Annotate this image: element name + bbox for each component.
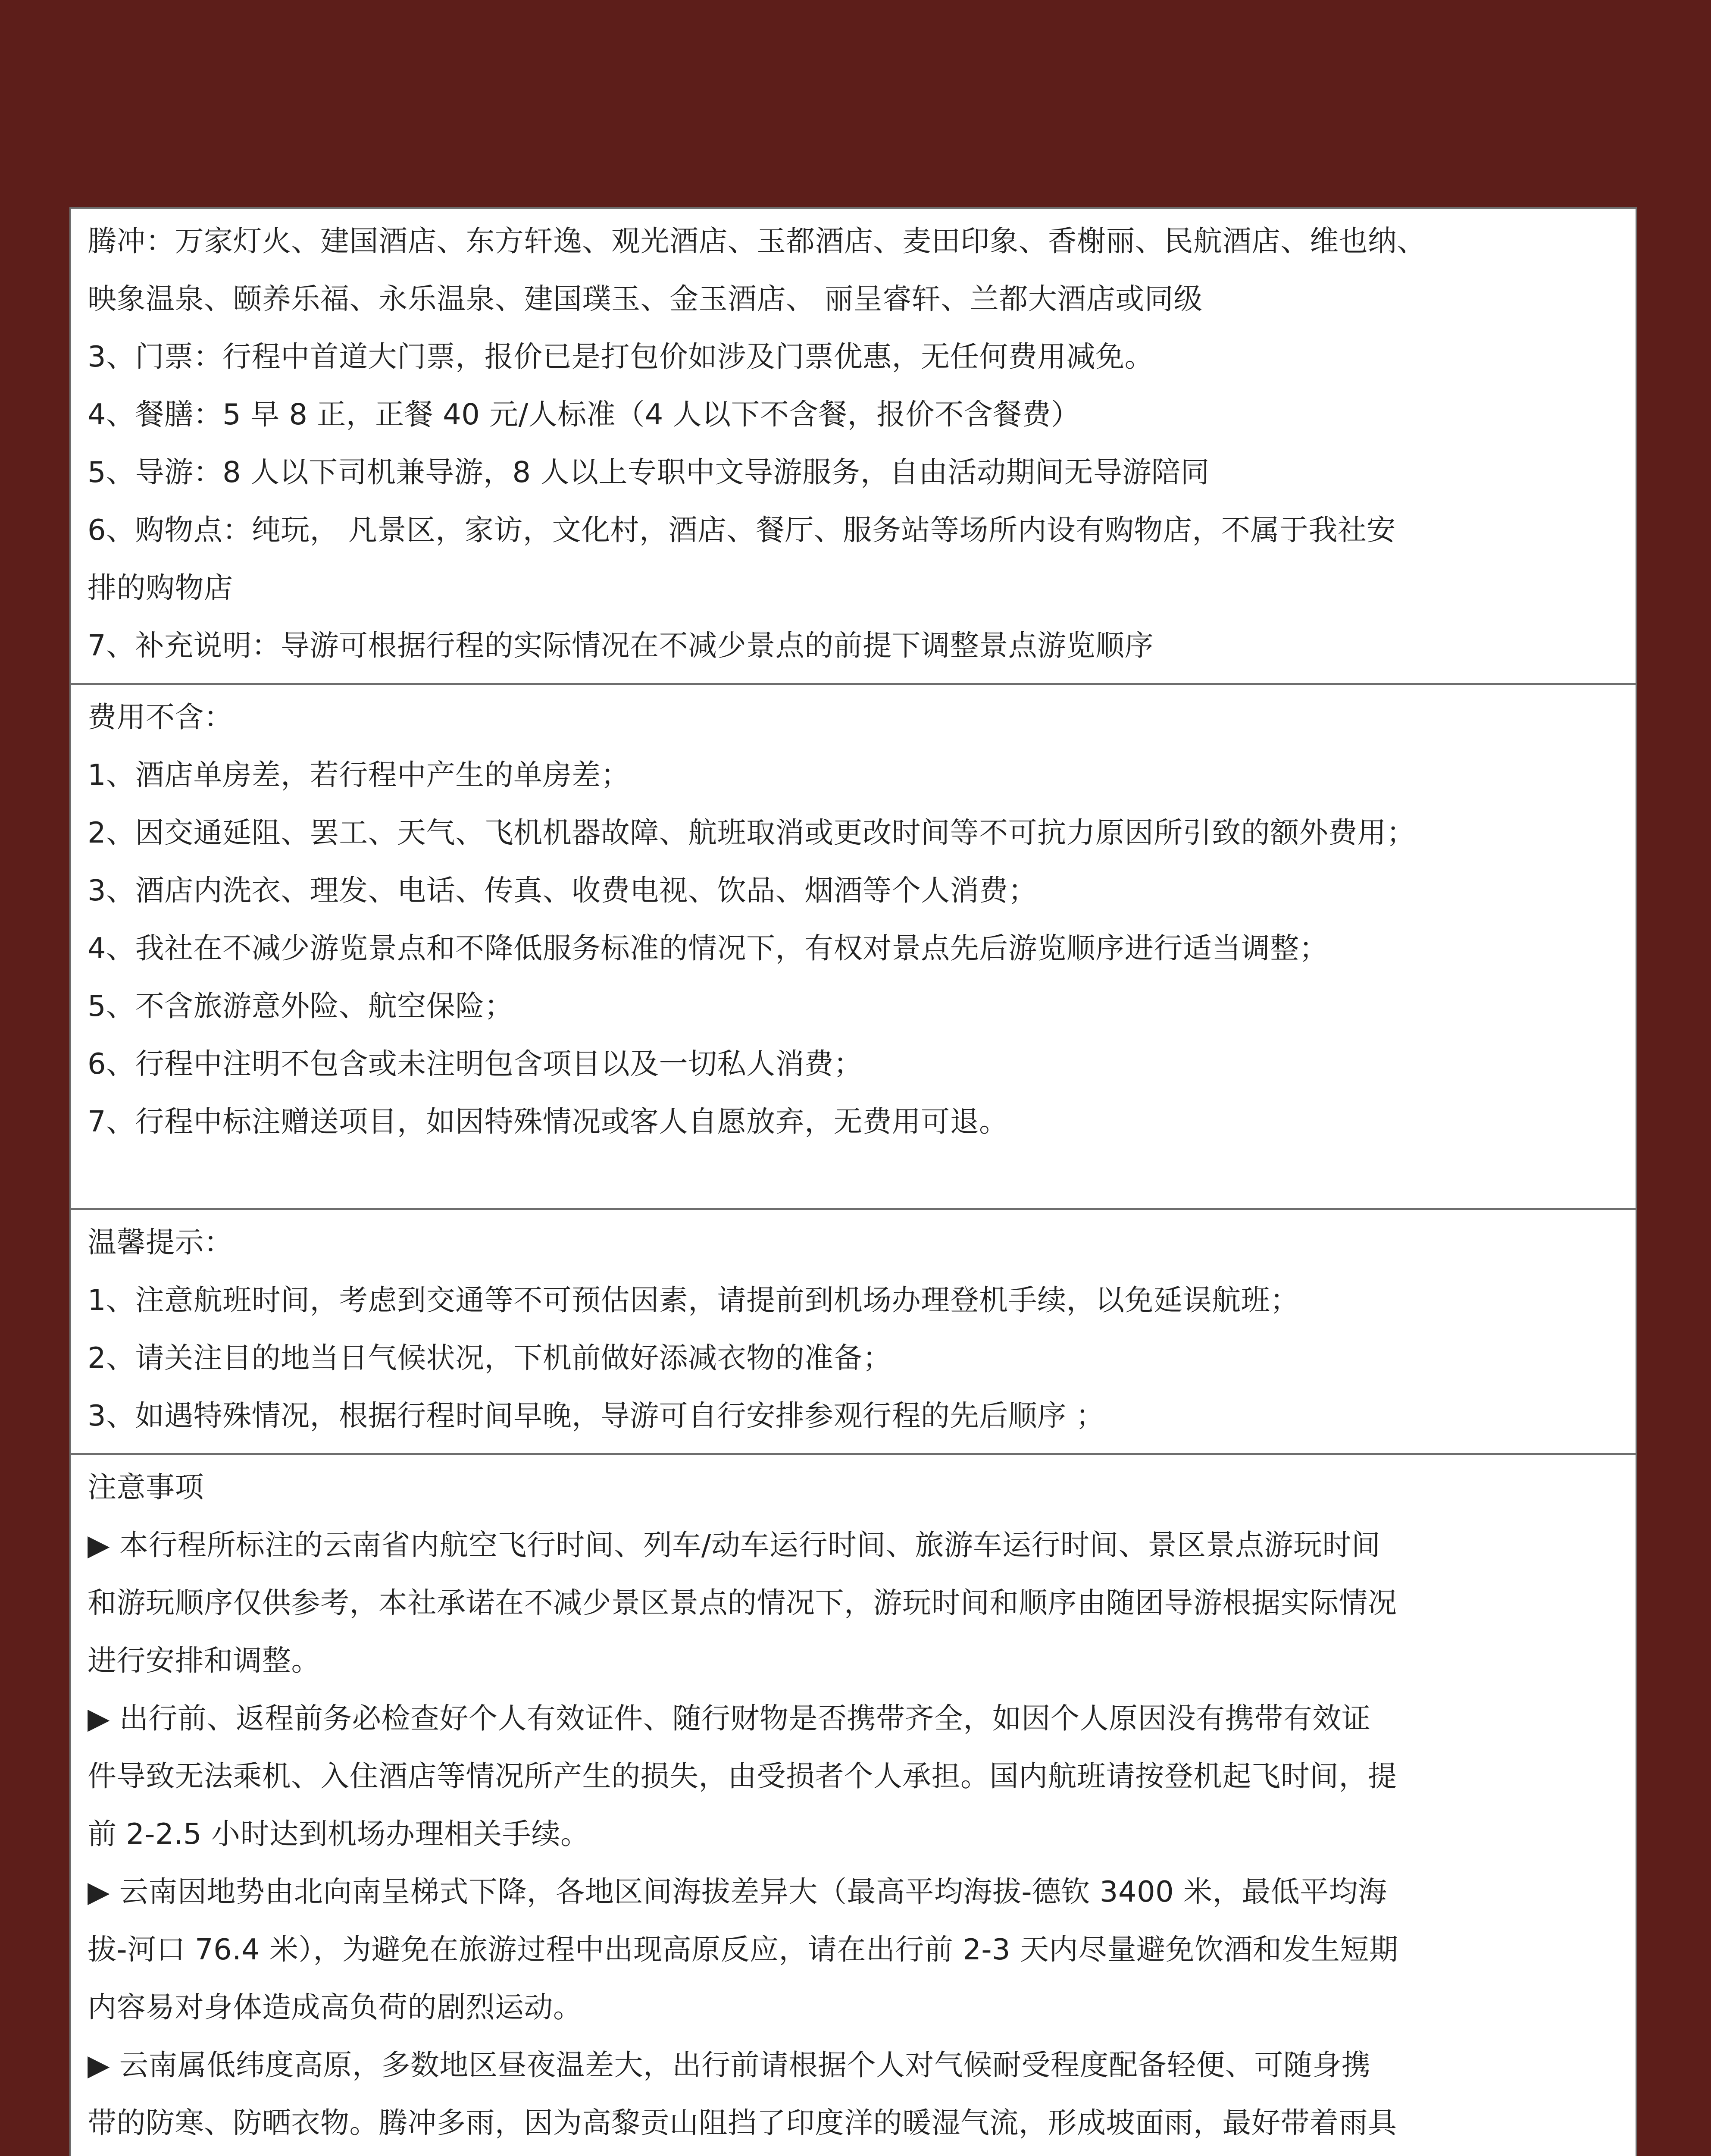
text-line xyxy=(88,2152,1619,2156)
text-line: 腾冲：万家灯火、建国酒店、东方轩逸、观光酒店、玉都酒店、麦田印象、香榭丽、民航酒店、维也纳、 xyxy=(88,224,1426,258)
text-line: 件导致无法乘机、入住酒店等情况所产生的损失，由受损者个人承担。国内航班请按登机起飞时间，提 xyxy=(88,1759,1397,1793)
text-line: 2、因交通延阻、罢工、天气、飞机机器故障、航班取消或更改时间等不可抗力原因所引致的额外费用； xyxy=(88,816,1416,849)
text-line: 7、行程中标注赠送项目，如因特殊情况或客人自愿放弃，无费用可退。 xyxy=(88,1105,1008,1138)
text-line: 3、如遇特殊情况，根据行程时间早晚，导游可自行安排参观行程的先后顺序 ； xyxy=(88,1399,1105,1432)
text-line: 4、餐膳：5 早 8 正，正餐 40 元/人标准（4 人以下不含餐，报价不含餐费） xyxy=(88,398,1080,431)
text-line: ▶ 云南属低纬度高原，多数地区昼夜温差大，出行前请根据个人对气候耐受程度配备轻便、可随身携 xyxy=(88,2048,1371,2082)
text-line: 4、我社在不减少游览景点和不降低服务标准的情况下，有权对景点先后游览顺序进行适当调整； xyxy=(88,931,1329,965)
text-line: 1、注意航班时间，考虑到交通等不可预估因素，请提前到机场办理登机手续，以免延误航班； xyxy=(88,1283,1299,1317)
text-line: 带的防寒、防晒衣物。腾冲多雨，因为高黎贡山阻挡了印度洋的暖湿气流，形成坡面雨，最好带着雨具 xyxy=(88,2106,1397,2140)
text-line: 2、请关注目的地当日气候状况，下机前做好添减衣物的准备； xyxy=(88,1341,892,1375)
text-line: 进行安排和调整。 xyxy=(88,1644,320,1677)
excluded-section xyxy=(71,683,1636,1208)
section-heading: 注意事项 xyxy=(88,1470,204,1504)
text-line: 7、补充说明：导游可根据行程的实际情况在不减少景点的前提下调整景点游览顺序 xyxy=(88,629,1154,662)
notes-section xyxy=(71,1453,1636,2156)
text-line: 5、导游：8 人以下司机兼导游，8 人以上专职中文导游服务，自由活动期间无导游陪同 xyxy=(88,455,1210,489)
itinerary-terms-table xyxy=(69,207,1637,2156)
text-line: 排的购物店 xyxy=(88,571,233,605)
text-line: ▶ 云南因地势由北向南呈梯式下降，各地区间海拔差异大（最高平均海拔-德钦 3400 米，最低平均海 xyxy=(88,1875,1387,1908)
text-line: 6、行程中注明不包含或未注明包含项目以及一切私人消费； xyxy=(88,1047,863,1081)
text-line: 3、酒店内洗衣、理发、电话、传真、收费电视、饮品、烟酒等个人消费； xyxy=(88,874,1038,907)
text-line: 映象温泉、颐养乐福、永乐温泉、建国璞玉、金玉酒店、 丽呈睿轩、兰都大酒店或同级 xyxy=(88,282,1203,316)
text-line: ▶ 出行前、返程前务必检查好个人有效证件、随行财物是否携带齐全，如因个人原因没有携带有效证 xyxy=(88,1702,1371,1735)
text-line: 内容易对身体造成高负荷的剧烈运动。 xyxy=(88,1990,582,2024)
text-line: 3、门票：行程中首道大门票，报价已是打包价如涉及门票优惠，无任何费用减免。 xyxy=(88,340,1154,373)
included-section xyxy=(71,209,1636,683)
section-heading: 温馨提示： xyxy=(88,1225,233,1259)
text-line: 6、购物点：纯玩， 凡景区，家访，文化村，酒店、餐厅、服务站等场所内设有购物店，不属于我社安 xyxy=(88,513,1396,547)
text-line: 拔-河口 76.4 米），为避免在旅游过程中出现高原反应，请在出行前 2-3 天内尽量避免饮酒和发生短期 xyxy=(88,1933,1398,1966)
text-line: 5、不含旅游意外险、航空保险； xyxy=(88,989,514,1023)
text-line: 1、酒店单房差，若行程中产生的单房差； xyxy=(88,758,630,792)
text-line: ▶ 本行程所标注的云南省内航空飞行时间、列车/动车运行时间、旅游车运行时间、景区景点游玩时间 xyxy=(88,1528,1381,1562)
section-heading: 费用不含： xyxy=(88,700,233,734)
text-line: 前 2-2.5 小时达到机场办理相关手续。 xyxy=(88,1817,590,1851)
text-line: 和游玩顺序仅供参考，本社承诺在不减少景区景点的情况下，游玩时间和顺序由随团导游根据实际情况 xyxy=(88,1586,1397,1620)
tips-section xyxy=(71,1208,1636,1453)
